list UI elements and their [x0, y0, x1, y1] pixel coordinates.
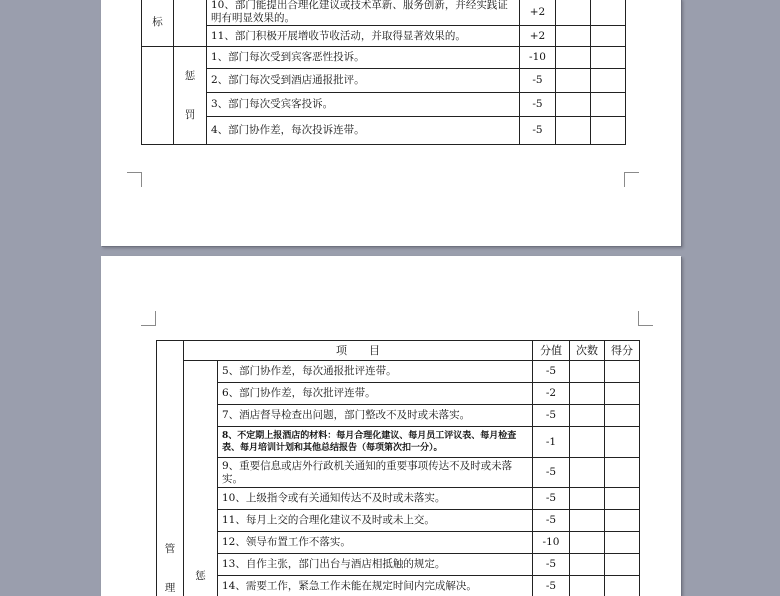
- category-cell-cont: [142, 47, 174, 145]
- item-cell: 10、部门能提出合理化建议或技术革新、服务创新，并经实践证明有明显效果的。: [207, 0, 520, 26]
- table-row: [157, 458, 640, 488]
- count-cell: [570, 383, 605, 405]
- table-row: [142, 69, 626, 93]
- points-cell: [605, 554, 640, 576]
- score-cell: +2: [520, 26, 556, 47]
- table-row: [157, 488, 640, 510]
- score-cell: -2: [533, 383, 570, 405]
- item-cell: 8、不定期上报酒店的材料：每月合理化建议、每月员工评议表、每月检查表、每月培训计划和其他总结报告（每项第次扣一分）。: [218, 427, 533, 458]
- document-page-1: [101, 0, 681, 246]
- points-cell: [605, 488, 640, 510]
- crop-mark-bottom-right: [624, 172, 639, 187]
- score-cell: +2: [520, 0, 556, 26]
- points-cell: [591, 0, 626, 26]
- table-row: [142, 26, 626, 47]
- item-cell: 11、部门积极开展增收节收活动，并取得显著效果的。: [207, 26, 520, 47]
- item-cell: 6、部门协作差，每次批评连带。: [218, 383, 533, 405]
- points-cell: [605, 532, 640, 554]
- score-cell: -5: [533, 576, 570, 596]
- item-cell: 5、部门协作差，每次通报批评连带。: [218, 361, 533, 383]
- score-cell: -5: [520, 93, 556, 117]
- table-row: [157, 427, 640, 458]
- points-cell: [591, 93, 626, 117]
- count-cell: [556, 93, 591, 117]
- table-row: [157, 576, 640, 596]
- score-cell: -5: [533, 488, 570, 510]
- points-cell: [605, 383, 640, 405]
- crop-mark-bottom-left: [127, 172, 142, 187]
- crop-mark-top-right: [638, 311, 653, 326]
- points-cell: [605, 458, 640, 488]
- table-row: [157, 405, 640, 427]
- crop-mark-top-left: [141, 311, 156, 326]
- score-cell: -5: [533, 458, 570, 488]
- table-row: [157, 361, 640, 383]
- item-cell: 1、部门每次受到宾客恶性投诉。: [207, 47, 520, 69]
- evaluation-table-page-1: [141, 0, 626, 145]
- table-row: [157, 383, 640, 405]
- item-cell: 4、部门协作差，每次投诉连带。: [207, 117, 520, 145]
- table-row: [142, 93, 626, 117]
- count-cell: [556, 117, 591, 145]
- item-cell: 2、部门每次受到酒店通报批评。: [207, 69, 520, 93]
- points-cell: [605, 576, 640, 596]
- score-cell: -5: [520, 117, 556, 145]
- table-row: [142, 117, 626, 145]
- header-count: 次数: [570, 341, 605, 361]
- item-cell: 11、每月上交的合理化建议不及时或未上交。: [218, 510, 533, 532]
- count-cell: [570, 361, 605, 383]
- document-page-2: [101, 256, 681, 596]
- category-cell: 标: [142, 0, 174, 47]
- count-cell: [570, 554, 605, 576]
- score-cell: -5: [520, 69, 556, 93]
- header-item: 项 目: [184, 341, 533, 361]
- count-cell: [570, 488, 605, 510]
- table-row: [142, 47, 626, 69]
- count-cell: [556, 26, 591, 47]
- score-cell: -1: [533, 427, 570, 458]
- points-cell: [605, 361, 640, 383]
- category-sub-cell: [174, 0, 207, 47]
- item-cell: 7、酒店督导检查出问题，部门整改不及时或未落实。: [218, 405, 533, 427]
- penalty-label-cell: 惩 罚: [174, 47, 207, 145]
- score-cell: -10: [520, 47, 556, 69]
- count-cell: [570, 576, 605, 596]
- category-cell: 管 理: [157, 341, 184, 596]
- points-cell: [605, 510, 640, 532]
- count-cell: [556, 47, 591, 69]
- item-cell: 10、上级指令或有关通知传达不及时或未落实。: [218, 488, 533, 510]
- count-cell: [556, 0, 591, 26]
- count-cell: [570, 532, 605, 554]
- points-cell: [605, 405, 640, 427]
- table-row: [157, 510, 640, 532]
- header-points: 得分: [605, 341, 640, 361]
- item-cell: 13、自作主张，部门出台与酒店相抵触的规定。: [218, 554, 533, 576]
- points-cell: [591, 69, 626, 93]
- score-cell: -5: [533, 510, 570, 532]
- table-row: [157, 554, 640, 576]
- item-cell: 14、需要工作，紧急工作未能在规定时间内完成解决。: [218, 576, 533, 596]
- evaluation-table-page-2: [156, 340, 640, 596]
- penalty-label-cell: 惩: [184, 361, 218, 596]
- score-cell: -5: [533, 361, 570, 383]
- points-cell: [591, 26, 626, 47]
- points-cell: [591, 47, 626, 69]
- table-header-row: [157, 341, 640, 361]
- score-cell: -10: [533, 532, 570, 554]
- score-cell: -5: [533, 405, 570, 427]
- item-cell: 3、部门每次受宾客投诉。: [207, 93, 520, 117]
- table-row: [142, 0, 626, 26]
- count-cell: [570, 458, 605, 488]
- item-cell: 12、领导布置工作不落实。: [218, 532, 533, 554]
- table-row: [157, 532, 640, 554]
- count-cell: [570, 405, 605, 427]
- header-score: 分值: [533, 341, 570, 361]
- points-cell: [591, 117, 626, 145]
- points-cell: [605, 427, 640, 458]
- item-cell: 9、重要信息或店外行政机关通知的重要事项传达不及时或未落实。: [218, 458, 533, 488]
- count-cell: [570, 510, 605, 532]
- count-cell: [556, 69, 591, 93]
- score-cell: -5: [533, 554, 570, 576]
- count-cell: [570, 427, 605, 458]
